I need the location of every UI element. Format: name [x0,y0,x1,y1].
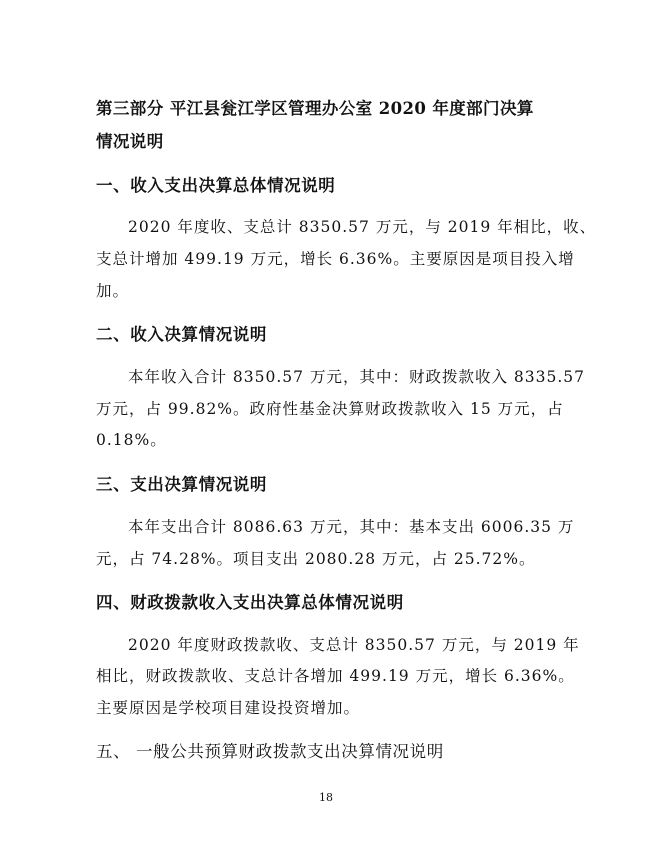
document-title-line-1: 第三部分 平江县瓮江学区管理办公室 2020 年度部门决算 [96,99,534,118]
section-2-paragraph-line: 本年收入合计 8350.57 万元，其中：财政拨款收入 8335.57 [128,368,585,386]
section-3-paragraph-line: 本年支出合计 8086.63 万元，其中：基本支出 6006.35 万 [128,518,575,536]
section-2-paragraph-line: 万元，占 99.82%。政府性基金决算财政拨款收入 15 万元，占 [96,400,564,418]
section-heading-2: 二、收入决算情况说明 [96,325,267,344]
document-title-line-2: 情况说明 [96,132,164,151]
section-heading-5: 五、 一般公共预算财政拨款支出决算情况说明 [96,742,444,761]
page-number: 18 [319,791,333,804]
section-1-paragraph-line: 支总计增加 499.19 万元，增长 6.36%。主要原因是项目投入增 [96,250,575,268]
section-4-paragraph-line: 相比，财政拨款收、支总计各增加 499.19 万元，增长 6.36%。 [96,667,575,685]
section-4-paragraph-line: 主要原因是学校项目建设投资增加。 [96,699,361,717]
section-4-paragraph-line: 2020 年度财政拨款收、支总计 8350.57 万元，与 2019 年 [128,636,580,654]
section-2-paragraph-line: 0.18%。 [96,431,167,449]
section-heading-4: 四、财政拨款收入支出决算总体情况说明 [96,593,404,612]
section-1-paragraph-line: 加。 [96,282,130,300]
section-3-paragraph-line: 元，占 74.28%。项目支出 2080.28 万元，占 25.72%。 [96,550,536,568]
section-1-paragraph-line: 2020 年度收、支总计 8350.57 万元，与 2019 年相比，收、 [128,218,597,236]
section-heading-3: 三、支出决算情况说明 [96,475,267,494]
section-heading-1: 一、收入支出决算总体情况说明 [96,176,336,195]
